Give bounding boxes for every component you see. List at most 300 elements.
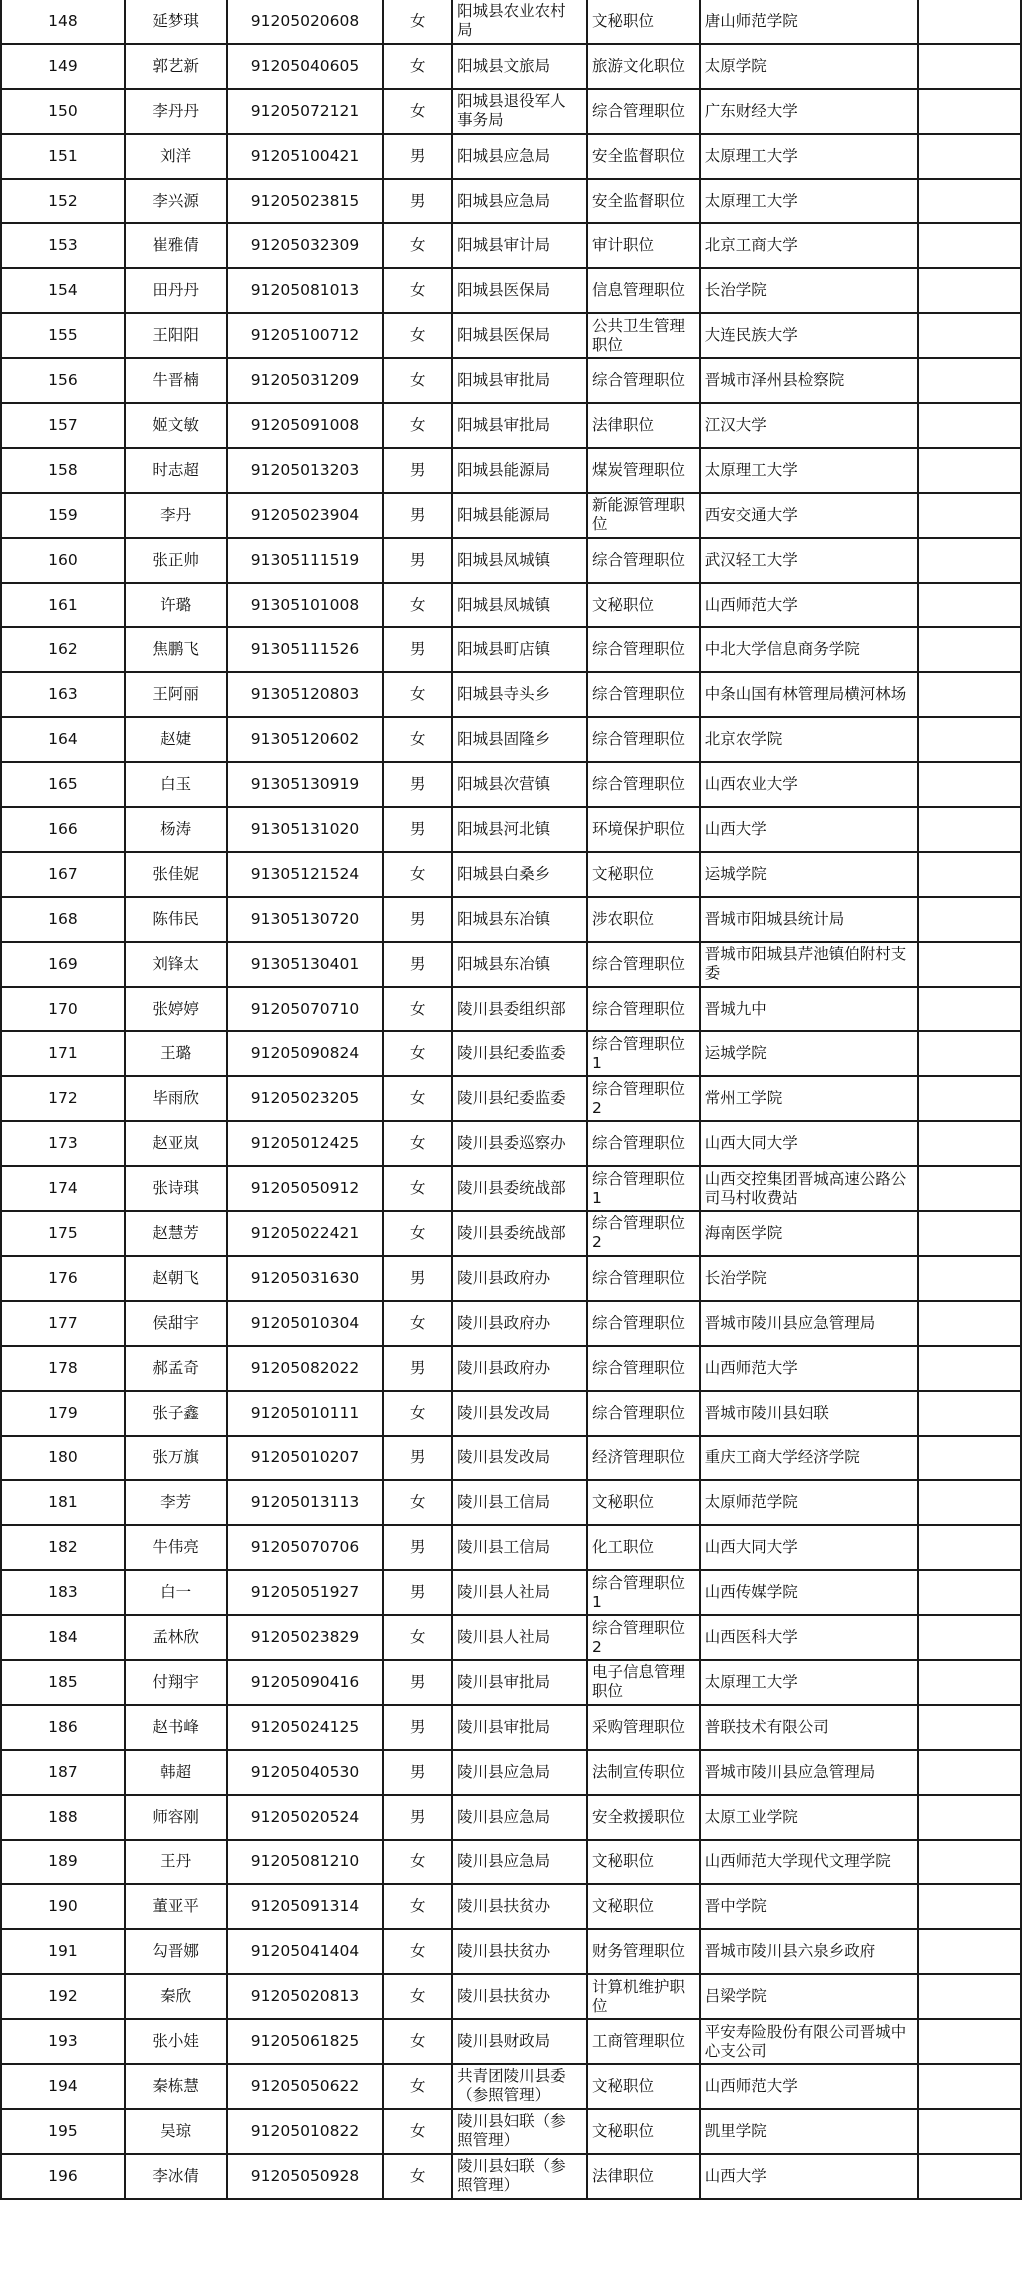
unit-cell: 阳城县医保局 bbox=[452, 313, 587, 358]
workplace-cell: 山西传媒学院 bbox=[700, 1570, 918, 1615]
position-cell: 综合管理职位 bbox=[587, 1256, 700, 1301]
name-cell: 赵慧芳 bbox=[125, 1211, 227, 1256]
seq-cell: 162 bbox=[1, 627, 125, 672]
workplace-cell: 运城学院 bbox=[700, 1031, 918, 1076]
position-cell: 综合管理职位 bbox=[587, 1346, 700, 1391]
exam-id-cell: 91205010822 bbox=[227, 2109, 384, 2154]
workplace-cell: 山西师范大学 bbox=[700, 1346, 918, 1391]
name-cell: 延梦琪 bbox=[125, 0, 227, 44]
gender-cell: 女 bbox=[383, 1211, 452, 1256]
seq-cell: 183 bbox=[1, 1570, 125, 1615]
table-row bbox=[1, 0, 1021, 44]
remark-cell bbox=[918, 179, 1021, 224]
exam-id-cell: 91205051927 bbox=[227, 1570, 384, 1615]
seq-cell: 193 bbox=[1, 2019, 125, 2064]
name-cell: 许璐 bbox=[125, 583, 227, 628]
unit-cell: 陵川县发改局 bbox=[452, 1436, 587, 1481]
table-row bbox=[1, 1974, 1021, 2019]
table-row bbox=[1, 358, 1021, 403]
table-row bbox=[1, 223, 1021, 268]
position-cell: 公共卫生管理职位 bbox=[587, 313, 700, 358]
unit-cell: 陵川县财政局 bbox=[452, 2019, 587, 2064]
position-cell: 安全救援职位 bbox=[587, 1795, 700, 1840]
gender-cell: 男 bbox=[383, 1705, 452, 1750]
workplace-cell: 吕梁学院 bbox=[700, 1974, 918, 2019]
remark-cell bbox=[918, 223, 1021, 268]
remark-cell bbox=[918, 1211, 1021, 1256]
exam-id-cell: 91205040605 bbox=[227, 44, 384, 89]
remark-cell bbox=[918, 1705, 1021, 1750]
exam-id-cell: 91205090824 bbox=[227, 1031, 384, 1076]
unit-cell: 阳城县凤城镇 bbox=[452, 583, 587, 628]
name-cell: 毕雨欣 bbox=[125, 1076, 227, 1121]
table-row bbox=[1, 1840, 1021, 1885]
exam-id-cell: 91205081210 bbox=[227, 1840, 384, 1885]
gender-cell: 男 bbox=[383, 1570, 452, 1615]
position-cell: 文秘职位 bbox=[587, 1840, 700, 1885]
position-cell: 审计职位 bbox=[587, 223, 700, 268]
workplace-cell: 武汉轻工大学 bbox=[700, 538, 918, 583]
seq-cell: 157 bbox=[1, 403, 125, 448]
position-cell: 安全监督职位 bbox=[587, 134, 700, 179]
unit-cell: 陵川县应急局 bbox=[452, 1750, 587, 1795]
unit-cell: 阳城县凤城镇 bbox=[452, 538, 587, 583]
remark-cell bbox=[918, 852, 1021, 897]
position-cell: 综合管理职位 bbox=[587, 672, 700, 717]
unit-cell: 陵川县应急局 bbox=[452, 1840, 587, 1885]
table-row bbox=[1, 2154, 1021, 2199]
name-cell: 张子鑫 bbox=[125, 1391, 227, 1436]
workplace-cell: 西安交通大学 bbox=[700, 493, 918, 538]
exam-id-cell: 91205010207 bbox=[227, 1436, 384, 1481]
table-row bbox=[1, 1301, 1021, 1346]
exam-id-cell: 91205050912 bbox=[227, 1166, 384, 1211]
unit-cell: 陵川县委统战部 bbox=[452, 1211, 587, 1256]
exam-id-cell: 91205013113 bbox=[227, 1480, 384, 1525]
name-cell: 韩超 bbox=[125, 1750, 227, 1795]
unit-cell: 阳城县医保局 bbox=[452, 268, 587, 313]
position-cell: 法律职位 bbox=[587, 403, 700, 448]
position-cell: 综合管理职位 bbox=[587, 987, 700, 1032]
unit-cell: 阳城县退役军人事务局 bbox=[452, 89, 587, 134]
table-row bbox=[1, 403, 1021, 448]
seq-cell: 172 bbox=[1, 1076, 125, 1121]
position-cell: 综合管理职位 bbox=[587, 717, 700, 762]
gender-cell: 男 bbox=[383, 1750, 452, 1795]
exam-id-cell: 91305131020 bbox=[227, 807, 384, 852]
exam-id-cell: 91205041404 bbox=[227, 1929, 384, 1974]
name-cell: 李丹 bbox=[125, 493, 227, 538]
table-row bbox=[1, 942, 1021, 987]
seq-cell: 170 bbox=[1, 987, 125, 1032]
position-cell: 文秘职位 bbox=[587, 0, 700, 44]
seq-cell: 169 bbox=[1, 942, 125, 987]
workplace-cell: 晋城市阳城县统计局 bbox=[700, 897, 918, 942]
remark-cell bbox=[918, 807, 1021, 852]
position-cell: 信息管理职位 bbox=[587, 268, 700, 313]
gender-cell: 女 bbox=[383, 89, 452, 134]
gender-cell: 男 bbox=[383, 179, 452, 224]
name-cell: 师容刚 bbox=[125, 1795, 227, 1840]
position-cell: 计算机维护职位 bbox=[587, 1974, 700, 2019]
unit-cell: 阳城县次营镇 bbox=[452, 762, 587, 807]
exam-id-cell: 91205040530 bbox=[227, 1750, 384, 1795]
workplace-cell: 山西师范大学 bbox=[700, 583, 918, 628]
position-cell: 化工职位 bbox=[587, 1525, 700, 1570]
table-row bbox=[1, 89, 1021, 134]
gender-cell: 男 bbox=[383, 897, 452, 942]
name-cell: 郭艺新 bbox=[125, 44, 227, 89]
unit-cell: 阳城县审批局 bbox=[452, 358, 587, 403]
gender-cell: 男 bbox=[383, 627, 452, 672]
workplace-cell: 重庆工商大学经济学院 bbox=[700, 1436, 918, 1481]
remark-cell bbox=[918, 2064, 1021, 2109]
gender-cell: 男 bbox=[383, 1795, 452, 1840]
exam-id-cell: 91205031630 bbox=[227, 1256, 384, 1301]
table-row bbox=[1, 44, 1021, 89]
table-row bbox=[1, 1705, 1021, 1750]
table-row bbox=[1, 672, 1021, 717]
unit-cell: 阳城县应急局 bbox=[452, 134, 587, 179]
seq-cell: 180 bbox=[1, 1436, 125, 1481]
exam-id-cell: 91205023829 bbox=[227, 1615, 384, 1660]
workplace-cell: 中条山国有林管理局横河林场 bbox=[700, 672, 918, 717]
remark-cell bbox=[918, 1929, 1021, 1974]
unit-cell: 陵川县扶贫办 bbox=[452, 1884, 587, 1929]
workplace-cell: 山西师范大学 bbox=[700, 2064, 918, 2109]
name-cell: 吴琼 bbox=[125, 2109, 227, 2154]
workplace-cell: 山西交控集团晋城高速公路公司马村收费站 bbox=[700, 1166, 918, 1211]
gender-cell: 男 bbox=[383, 448, 452, 493]
table-row bbox=[1, 627, 1021, 672]
exam-id-cell: 91205090416 bbox=[227, 1660, 384, 1705]
unit-cell: 阳城县町店镇 bbox=[452, 627, 587, 672]
remark-cell bbox=[918, 313, 1021, 358]
remark-cell bbox=[918, 583, 1021, 628]
position-cell: 环境保护职位 bbox=[587, 807, 700, 852]
table-row bbox=[1, 1211, 1021, 1256]
workplace-cell: 山西农业大学 bbox=[700, 762, 918, 807]
table-row bbox=[1, 538, 1021, 583]
gender-cell: 男 bbox=[383, 762, 452, 807]
remark-cell bbox=[918, 762, 1021, 807]
seq-cell: 156 bbox=[1, 358, 125, 403]
remark-cell bbox=[918, 134, 1021, 179]
workplace-cell: 大连民族大学 bbox=[700, 313, 918, 358]
unit-cell: 陵川县妇联（参照管理） bbox=[452, 2154, 587, 2199]
position-cell: 文秘职位 bbox=[587, 1884, 700, 1929]
exam-id-cell: 91205020608 bbox=[227, 0, 384, 44]
position-cell: 文秘职位 bbox=[587, 583, 700, 628]
unit-cell: 陵川县政府办 bbox=[452, 1301, 587, 1346]
workplace-cell: 海南医学院 bbox=[700, 1211, 918, 1256]
seq-cell: 148 bbox=[1, 0, 125, 44]
name-cell: 勾晋娜 bbox=[125, 1929, 227, 1974]
remark-cell bbox=[918, 942, 1021, 987]
gender-cell: 男 bbox=[383, 134, 452, 179]
seq-cell: 195 bbox=[1, 2109, 125, 2154]
unit-cell: 共青团陵川县委（参照管理） bbox=[452, 2064, 587, 2109]
exam-id-cell: 91205023205 bbox=[227, 1076, 384, 1121]
seq-cell: 167 bbox=[1, 852, 125, 897]
workplace-cell: 晋城市陵川县六泉乡政府 bbox=[700, 1929, 918, 1974]
table-row bbox=[1, 583, 1021, 628]
workplace-cell: 山西大同大学 bbox=[700, 1525, 918, 1570]
table-row bbox=[1, 1795, 1021, 1840]
workplace-cell: 晋城市泽州县检察院 bbox=[700, 358, 918, 403]
remark-cell bbox=[918, 493, 1021, 538]
workplace-cell: 长治学院 bbox=[700, 268, 918, 313]
name-cell: 张万旗 bbox=[125, 1436, 227, 1481]
name-cell: 孟林欣 bbox=[125, 1615, 227, 1660]
workplace-cell: 晋中学院 bbox=[700, 1884, 918, 1929]
gender-cell: 女 bbox=[383, 313, 452, 358]
exam-id-cell: 91205050622 bbox=[227, 2064, 384, 2109]
position-cell: 综合管理职位 bbox=[587, 942, 700, 987]
table-row bbox=[1, 1750, 1021, 1795]
exam-id-cell: 91205010304 bbox=[227, 1301, 384, 1346]
position-cell: 新能源管理职位 bbox=[587, 493, 700, 538]
position-cell: 旅游文化职位 bbox=[587, 44, 700, 89]
seq-cell: 149 bbox=[1, 44, 125, 89]
unit-cell: 陵川县人社局 bbox=[452, 1615, 587, 1660]
gender-cell: 女 bbox=[383, 268, 452, 313]
workplace-cell: 晋城市陵川县应急管理局 bbox=[700, 1301, 918, 1346]
seq-cell: 171 bbox=[1, 1031, 125, 1076]
exam-id-cell: 91305130919 bbox=[227, 762, 384, 807]
exam-id-cell: 91305111526 bbox=[227, 627, 384, 672]
remark-cell bbox=[918, 44, 1021, 89]
seq-cell: 150 bbox=[1, 89, 125, 134]
gender-cell: 女 bbox=[383, 672, 452, 717]
seq-cell: 176 bbox=[1, 1256, 125, 1301]
exam-id-cell: 91305121524 bbox=[227, 852, 384, 897]
seq-cell: 151 bbox=[1, 134, 125, 179]
name-cell: 崔雅倩 bbox=[125, 223, 227, 268]
workplace-cell: 唐山师范学院 bbox=[700, 0, 918, 44]
gender-cell: 男 bbox=[383, 538, 452, 583]
seq-cell: 194 bbox=[1, 2064, 125, 2109]
name-cell: 刘洋 bbox=[125, 134, 227, 179]
workplace-cell: 太原学院 bbox=[700, 44, 918, 89]
seq-cell: 166 bbox=[1, 807, 125, 852]
exam-id-cell: 91305101008 bbox=[227, 583, 384, 628]
table-row bbox=[1, 1570, 1021, 1615]
seq-cell: 178 bbox=[1, 1346, 125, 1391]
remark-cell bbox=[918, 1121, 1021, 1166]
unit-cell: 阳城县审计局 bbox=[452, 223, 587, 268]
name-cell: 秦栋慧 bbox=[125, 2064, 227, 2109]
exam-id-cell: 91205032309 bbox=[227, 223, 384, 268]
remark-cell bbox=[918, 448, 1021, 493]
position-cell: 综合管理职位 bbox=[587, 1301, 700, 1346]
exam-id-cell: 91205023904 bbox=[227, 493, 384, 538]
seq-cell: 175 bbox=[1, 1211, 125, 1256]
position-cell: 工商管理职位 bbox=[587, 2019, 700, 2064]
name-cell: 赵书峰 bbox=[125, 1705, 227, 1750]
seq-cell: 159 bbox=[1, 493, 125, 538]
remark-cell bbox=[918, 2109, 1021, 2154]
table-row bbox=[1, 987, 1021, 1032]
seq-cell: 163 bbox=[1, 672, 125, 717]
exam-id-cell: 91305120602 bbox=[227, 717, 384, 762]
name-cell: 张婷婷 bbox=[125, 987, 227, 1032]
name-cell: 赵婕 bbox=[125, 717, 227, 762]
name-cell: 郝孟奇 bbox=[125, 1346, 227, 1391]
workplace-cell: 晋城九中 bbox=[700, 987, 918, 1032]
exam-id-cell: 91205070710 bbox=[227, 987, 384, 1032]
unit-cell: 阳城县东冶镇 bbox=[452, 897, 587, 942]
name-cell: 王阳阳 bbox=[125, 313, 227, 358]
remark-cell bbox=[918, 627, 1021, 672]
table-row bbox=[1, 852, 1021, 897]
seq-cell: 161 bbox=[1, 583, 125, 628]
gender-cell: 女 bbox=[383, 583, 452, 628]
table-row bbox=[1, 313, 1021, 358]
workplace-cell: 北京农学院 bbox=[700, 717, 918, 762]
position-cell: 综合管理职位2 bbox=[587, 1076, 700, 1121]
results-table-body bbox=[1, 0, 1021, 2199]
workplace-cell: 凯里学院 bbox=[700, 2109, 918, 2154]
gender-cell: 女 bbox=[383, 717, 452, 762]
unit-cell: 阳城县能源局 bbox=[452, 493, 587, 538]
unit-cell: 陵川县发改局 bbox=[452, 1391, 587, 1436]
exam-id-cell: 91205013203 bbox=[227, 448, 384, 493]
name-cell: 牛伟亮 bbox=[125, 1525, 227, 1570]
gender-cell: 女 bbox=[383, 0, 452, 44]
exam-id-cell: 91205012425 bbox=[227, 1121, 384, 1166]
name-cell: 王璐 bbox=[125, 1031, 227, 1076]
exam-id-cell: 91205081013 bbox=[227, 268, 384, 313]
workplace-cell: 太原工业学院 bbox=[700, 1795, 918, 1840]
remark-cell bbox=[918, 987, 1021, 1032]
name-cell: 时志超 bbox=[125, 448, 227, 493]
remark-cell bbox=[918, 1346, 1021, 1391]
position-cell: 文秘职位 bbox=[587, 1480, 700, 1525]
unit-cell: 陵川县应急局 bbox=[452, 1795, 587, 1840]
position-cell: 综合管理职位 bbox=[587, 1121, 700, 1166]
workplace-cell: 太原理工大学 bbox=[700, 448, 918, 493]
name-cell: 牛晋楠 bbox=[125, 358, 227, 403]
gender-cell: 男 bbox=[383, 807, 452, 852]
gender-cell: 女 bbox=[383, 1974, 452, 2019]
gender-cell: 男 bbox=[383, 1660, 452, 1705]
workplace-cell: 运城学院 bbox=[700, 852, 918, 897]
seq-cell: 196 bbox=[1, 2154, 125, 2199]
unit-cell: 阳城县东冶镇 bbox=[452, 942, 587, 987]
gender-cell: 女 bbox=[383, 1884, 452, 1929]
gender-cell: 女 bbox=[383, 1480, 452, 1525]
position-cell: 综合管理职位 bbox=[587, 1391, 700, 1436]
name-cell: 张佳妮 bbox=[125, 852, 227, 897]
table-row bbox=[1, 2019, 1021, 2064]
unit-cell: 陵川县妇联（参照管理） bbox=[452, 2109, 587, 2154]
unit-cell: 陵川县纪委监委 bbox=[452, 1031, 587, 1076]
remark-cell bbox=[918, 403, 1021, 448]
gender-cell: 女 bbox=[383, 2154, 452, 2199]
gender-cell: 女 bbox=[383, 1840, 452, 1885]
position-cell: 文秘职位 bbox=[587, 2064, 700, 2109]
table-row bbox=[1, 1615, 1021, 1660]
workplace-cell: 山西师范大学现代文理学院 bbox=[700, 1840, 918, 1885]
gender-cell: 女 bbox=[383, 2064, 452, 2109]
unit-cell: 陵川县工信局 bbox=[452, 1480, 587, 1525]
gender-cell: 女 bbox=[383, 2019, 452, 2064]
name-cell: 李兴源 bbox=[125, 179, 227, 224]
name-cell: 王丹 bbox=[125, 1840, 227, 1885]
gender-cell: 女 bbox=[383, 403, 452, 448]
seq-cell: 152 bbox=[1, 179, 125, 224]
table-row bbox=[1, 134, 1021, 179]
name-cell: 李冰倩 bbox=[125, 2154, 227, 2199]
remark-cell bbox=[918, 897, 1021, 942]
name-cell: 张正帅 bbox=[125, 538, 227, 583]
position-cell: 采购管理职位 bbox=[587, 1705, 700, 1750]
unit-cell: 阳城县河北镇 bbox=[452, 807, 587, 852]
name-cell: 姬文敏 bbox=[125, 403, 227, 448]
name-cell: 陈伟民 bbox=[125, 897, 227, 942]
exam-id-cell: 91305130720 bbox=[227, 897, 384, 942]
remark-cell bbox=[918, 1166, 1021, 1211]
remark-cell bbox=[918, 717, 1021, 762]
position-cell: 法制宣传职位 bbox=[587, 1750, 700, 1795]
gender-cell: 女 bbox=[383, 987, 452, 1032]
position-cell: 煤炭管理职位 bbox=[587, 448, 700, 493]
position-cell: 综合管理职位2 bbox=[587, 1211, 700, 1256]
unit-cell: 阳城县固隆乡 bbox=[452, 717, 587, 762]
unit-cell: 陵川县委组织部 bbox=[452, 987, 587, 1032]
name-cell: 焦鹏飞 bbox=[125, 627, 227, 672]
remark-cell bbox=[918, 1076, 1021, 1121]
table-row bbox=[1, 807, 1021, 852]
workplace-cell: 晋城市陵川县应急管理局 bbox=[700, 1750, 918, 1795]
exam-id-cell: 91205031209 bbox=[227, 358, 384, 403]
gender-cell: 男 bbox=[383, 1256, 452, 1301]
seq-cell: 188 bbox=[1, 1795, 125, 1840]
table-row bbox=[1, 2064, 1021, 2109]
unit-cell: 陵川县政府办 bbox=[452, 1256, 587, 1301]
workplace-cell: 长治学院 bbox=[700, 1256, 918, 1301]
name-cell: 白一 bbox=[125, 1570, 227, 1615]
seq-cell: 181 bbox=[1, 1480, 125, 1525]
remark-cell bbox=[918, 89, 1021, 134]
table-row bbox=[1, 179, 1021, 224]
workplace-cell: 晋城市阳城县芹池镇伯附村支委 bbox=[700, 942, 918, 987]
table-row bbox=[1, 1121, 1021, 1166]
name-cell: 白玉 bbox=[125, 762, 227, 807]
workplace-cell: 山西大学 bbox=[700, 2154, 918, 2199]
table-row bbox=[1, 1884, 1021, 1929]
position-cell: 综合管理职位1 bbox=[587, 1031, 700, 1076]
seq-cell: 185 bbox=[1, 1660, 125, 1705]
unit-cell: 阳城县能源局 bbox=[452, 448, 587, 493]
unit-cell: 陵川县人社局 bbox=[452, 1570, 587, 1615]
table-row bbox=[1, 1929, 1021, 1974]
position-cell: 综合管理职位1 bbox=[587, 1570, 700, 1615]
table-row bbox=[1, 1480, 1021, 1525]
remark-cell bbox=[918, 268, 1021, 313]
remark-cell bbox=[918, 672, 1021, 717]
table-row bbox=[1, 1031, 1021, 1076]
name-cell: 张诗琪 bbox=[125, 1166, 227, 1211]
table-row bbox=[1, 2109, 1021, 2154]
position-cell: 经济管理职位 bbox=[587, 1436, 700, 1481]
table-row bbox=[1, 448, 1021, 493]
exam-id-cell: 91205020813 bbox=[227, 1974, 384, 2019]
position-cell: 安全监督职位 bbox=[587, 179, 700, 224]
unit-cell: 陵川县工信局 bbox=[452, 1525, 587, 1570]
seq-cell: 190 bbox=[1, 1884, 125, 1929]
